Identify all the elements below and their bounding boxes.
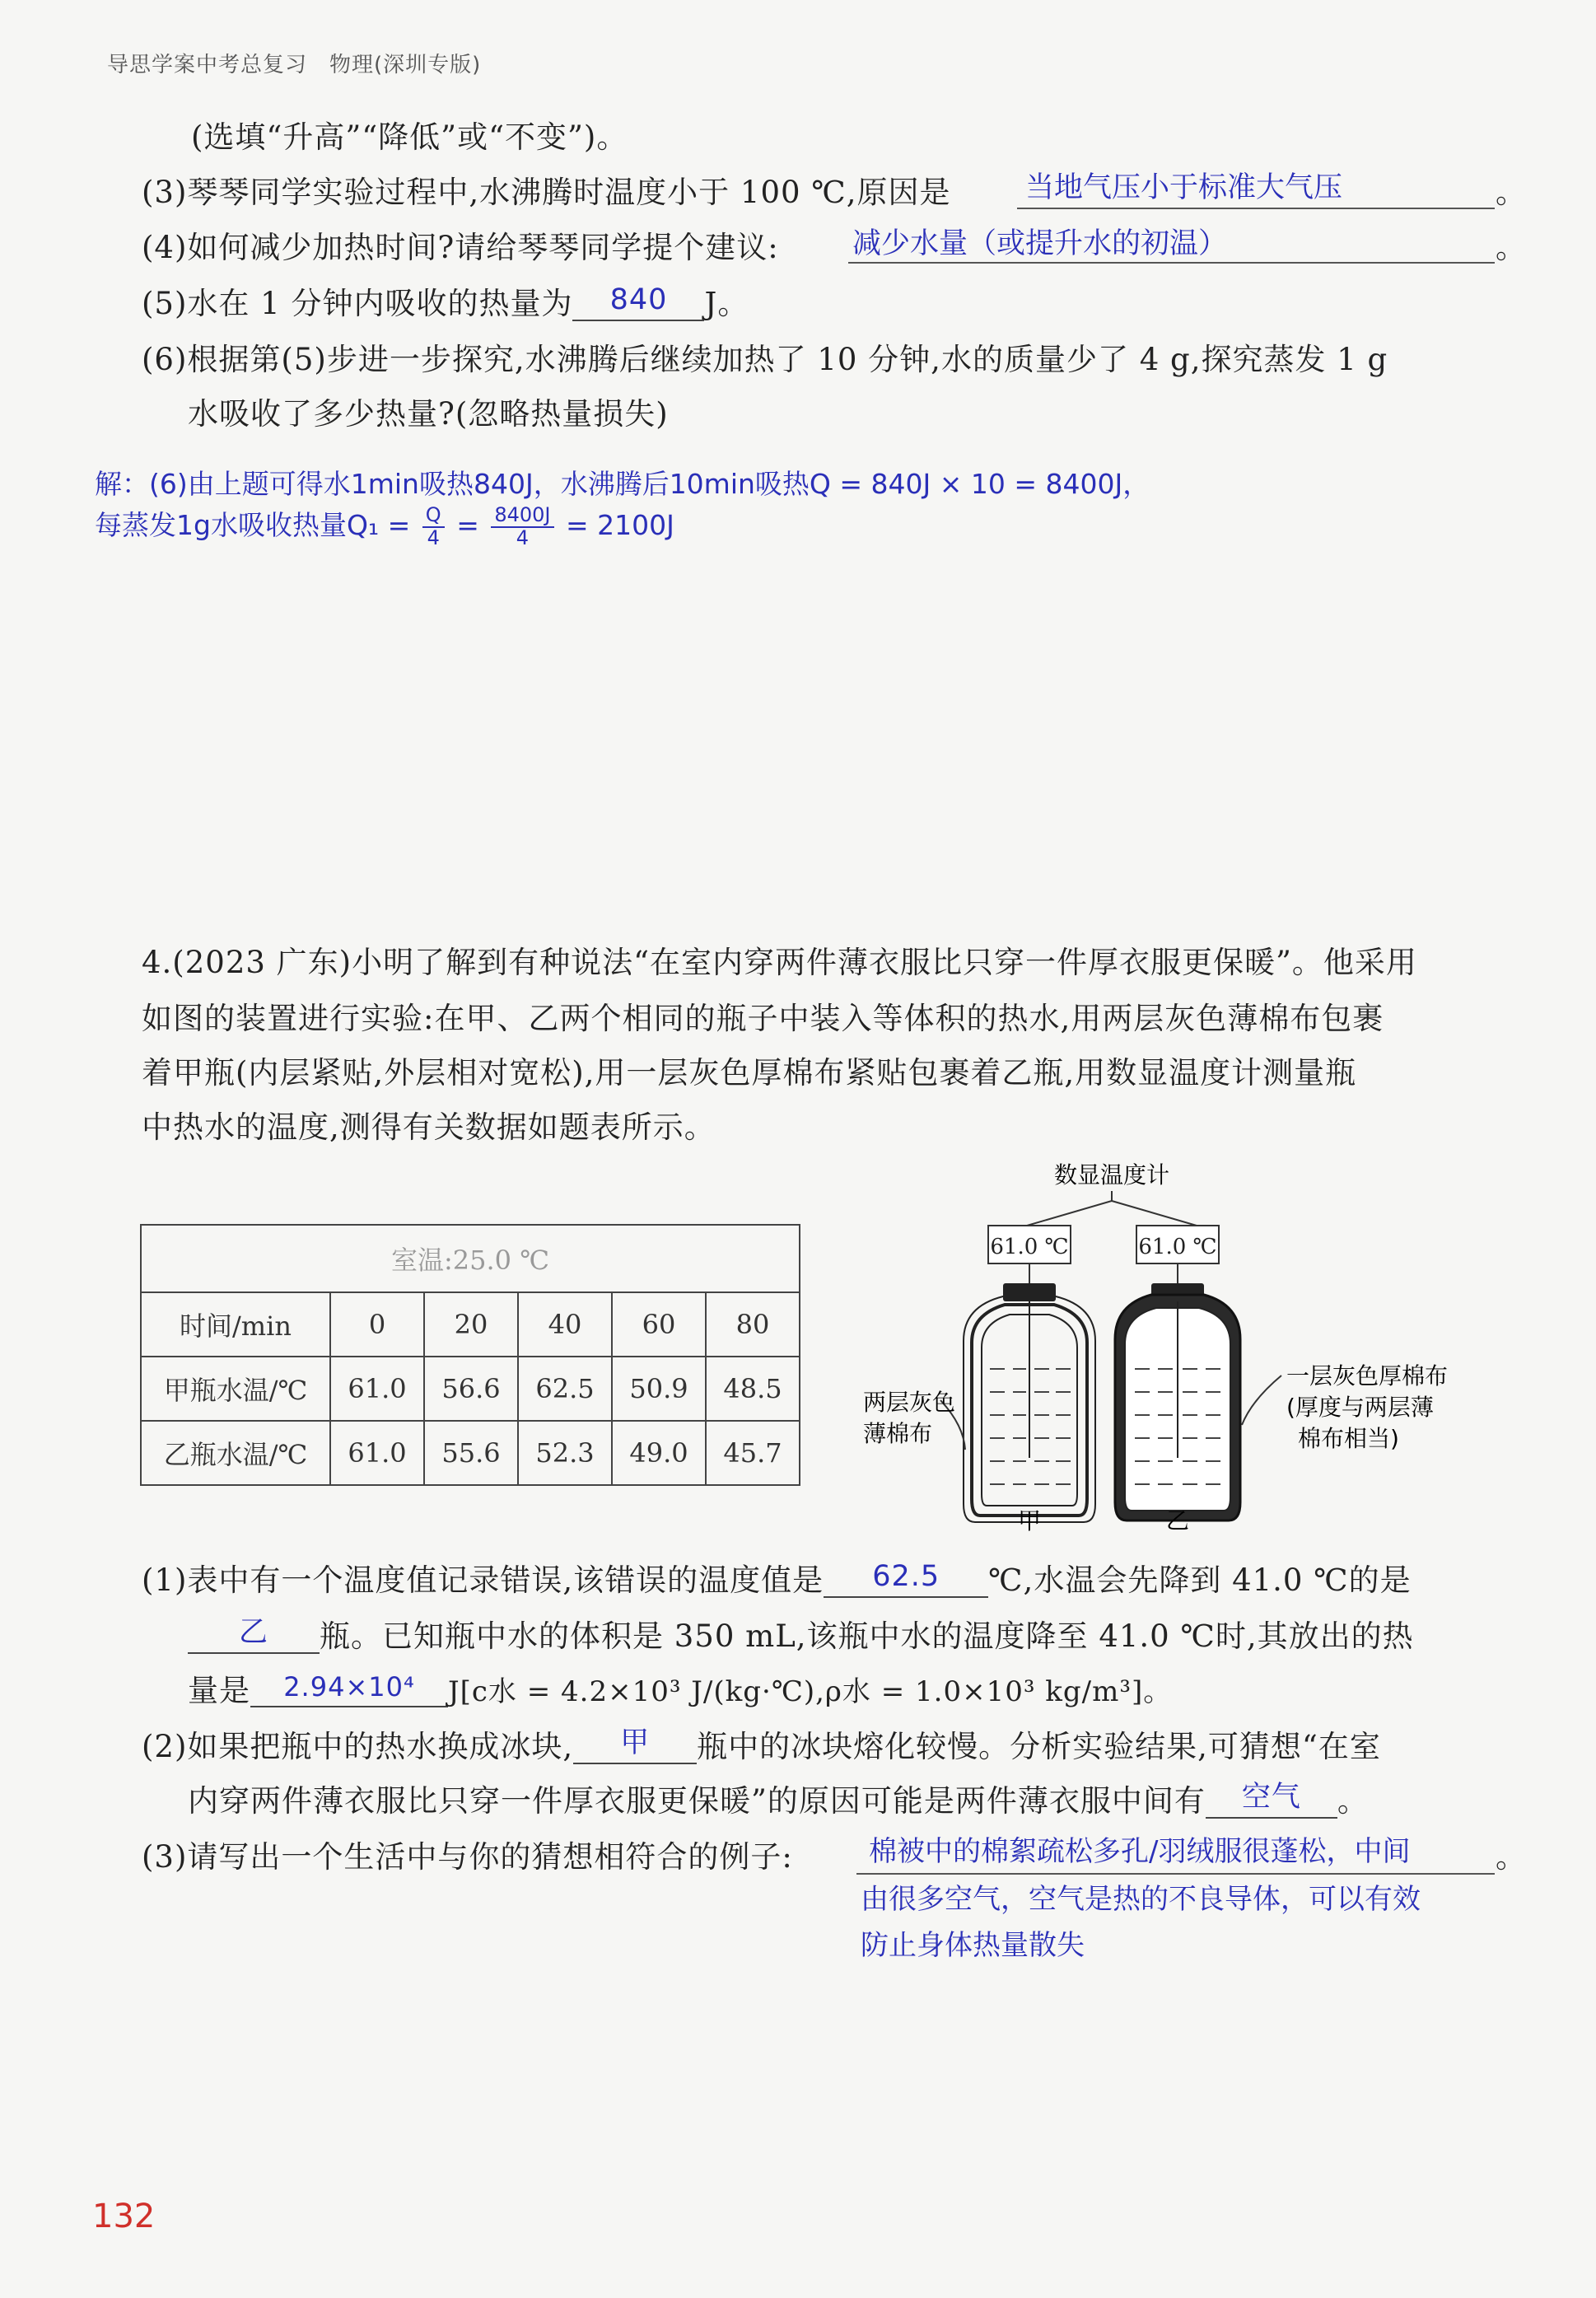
thermometer-label: 数显温度计 <box>1053 1161 1170 1189</box>
table-cell: 48.5 <box>706 1357 800 1421</box>
bottle-right-label: 乙 <box>1165 1507 1190 1534</box>
solution-line2: 每蒸发1g水吸收热量Q₁ = $\frac{Q}{4}$ = $\frac{8400J}{4}$ = 2100J <box>95 503 674 549</box>
page-number: 132 <box>92 2198 156 2235</box>
sub3-period: 。 <box>1496 1839 1527 1875</box>
table-cell: 52.3 <box>518 1421 612 1485</box>
table-header-cell: 60 <box>612 1292 706 1357</box>
bottle-left <box>964 1283 1095 1522</box>
sub3-text: (3)请写出一个生活中与你的猜想相符合的例子: <box>142 1839 793 1875</box>
right-label-leader <box>1242 1376 1281 1425</box>
temperature-table <box>140 1224 800 1486</box>
table-header-cell: 时间/min <box>141 1292 330 1357</box>
table-header-cell: 0 <box>330 1292 424 1357</box>
left-wrap-label-2: 薄棉布 <box>863 1420 933 1447</box>
bottle-left-label: 甲 <box>1017 1507 1042 1534</box>
q3-answer: 当地气压小于标准大气压 <box>1025 171 1343 204</box>
select-hint: (选填“升高”“降低”或“不变”)。 <box>191 119 628 155</box>
table-row <box>141 1357 800 1421</box>
table-cell: 55.6 <box>424 1421 518 1485</box>
left-wrap-label-1: 两层灰色 <box>863 1389 956 1416</box>
table-cell: 61.0 <box>330 1357 424 1421</box>
table-row <box>141 1421 800 1485</box>
question-6-line2: 水吸收了多少热量?(忽略热量损失) <box>188 396 669 432</box>
table-cell: 56.6 <box>424 1357 518 1421</box>
sub3-answer-line2: 由很多空气，空气是热的不良导体，可以有效 <box>861 1883 1421 1916</box>
table-cell: 61.0 <box>330 1421 424 1485</box>
sub2-line2: 内穿两件薄衣服比只穿一件厚衣服更保暖”的原因可能是两件薄衣服中间有 空气 。 <box>188 1781 1369 1819</box>
sub3-answer-line1: 棉被中的棉絮疏松多孔/羽绒服很蓬松，中间 <box>869 1835 1411 1868</box>
sub1-line2: 乙 瓶。已知瓶中水的体积是 350 mL,该瓶中水的温度降至 41.0 ℃时,其放出的热 <box>188 1621 1414 1654</box>
sub2-line1: (2)如果把瓶中的热水换成冰块, 甲 瓶中的冰块熔化较慢。分析实验结果,可猜想“在室 <box>142 1726 1381 1764</box>
q4-answer-line <box>848 262 1495 264</box>
table-cell: 乙瓶水温/℃ <box>141 1421 330 1485</box>
question-3-text: (3)琴琴同学实验过程中,水沸腾时温度小于 100 ℃,原因是 <box>142 175 951 210</box>
problem4-line3: 着甲瓶(内层紧贴,外层相对宽松),用一层灰色厚棉布紧贴包裹着乙瓶,用数显温度计测量瓶 <box>142 1055 1357 1091</box>
table-header-cell: 20 <box>424 1292 518 1357</box>
table-cell: 62.5 <box>518 1357 612 1421</box>
sub1-line1: (1)表中有一个温度值记录错误,该错误的温度值是 62.5 ℃,水温会先降到 41.0 ℃的是 <box>142 1560 1412 1598</box>
sub2-answer-2: 空气 <box>1241 1781 1301 1814</box>
table-cell: 45.7 <box>706 1421 800 1485</box>
question-6-line1: (6)根据第(5)步进一步探究,水沸腾后继续加热了 10 分钟,水的质量少了 4 g,探究蒸发 1 g <box>142 342 1388 377</box>
table-caption: 室温:25.0 ℃ <box>141 1225 800 1292</box>
table-header-row <box>141 1292 800 1357</box>
solution-line1: 解：(6)由上题可得水1min吸热840J，水沸腾后10min吸热Q = 840J × 10 = 8400J， <box>95 468 1150 500</box>
q4-period: 。 <box>1496 230 1527 265</box>
sub1-answer-3: 2.94×10⁴ <box>283 1671 415 1702</box>
problem4-line1: 4.(2023 广东)小明了解到有种说法“在室内穿两件薄衣服比只穿一件厚衣服更保暖”。他采用 <box>142 945 1417 980</box>
problem4-line2: 如图的装置进行实验:在甲、乙两个相同的瓶子中装入等体积的热水,用两层灰色薄棉布包裹 <box>142 1001 1384 1036</box>
q5-answer: 840 <box>609 283 668 316</box>
question-5-text: (5)水在 1 分钟内吸收的热量为 840 J。 <box>142 283 749 321</box>
sub3-answer-line3: 防止身体热量散失 <box>861 1929 1085 1962</box>
q3-answer-line <box>1017 208 1495 209</box>
page-header: 导思学案中考总复习 物理(深圳专版) <box>107 53 482 77</box>
table-header-cell: 80 <box>706 1292 800 1357</box>
table-header-cell: 40 <box>518 1292 612 1357</box>
right-wrap-label-3: 棉布相当) <box>1298 1425 1399 1452</box>
q4-answer: 减少水量（或提升水的初温） <box>852 227 1228 260</box>
sub1-answer-1: 62.5 <box>872 1560 940 1593</box>
table-cell: 49.0 <box>612 1421 706 1485</box>
sub3-answer-line <box>856 1873 1495 1875</box>
display-right-value: 61.0 ℃ <box>1138 1235 1217 1259</box>
question-4-text: (4)如何减少加热时间?请给琴琴同学提个建议: <box>142 230 779 265</box>
table-cell: 甲瓶水温/℃ <box>141 1357 330 1421</box>
right-wrap-label-1: 一层灰色厚棉布 <box>1286 1362 1449 1390</box>
right-wrap-label-2: (厚度与两层薄 <box>1286 1394 1434 1421</box>
bottles-figure <box>840 1153 1524 1557</box>
sub1-answer-2: 乙 <box>238 1616 268 1649</box>
sub2-answer-1: 甲 <box>620 1726 651 1759</box>
bottle-right <box>1115 1283 1240 1520</box>
problem4-line4: 中热水的温度,测得有关数据如题表所示。 <box>142 1109 716 1145</box>
sub1-line3: 量是 2.94×10⁴ J[c水 = 4.2×10³ J/(kg·℃),ρ水 = 1.0×10³ kg/m³]。 <box>188 1671 1173 1708</box>
q3-period: 。 <box>1496 175 1527 210</box>
display-left-value: 61.0 ℃ <box>990 1235 1069 1259</box>
table-cell: 50.9 <box>612 1357 706 1421</box>
